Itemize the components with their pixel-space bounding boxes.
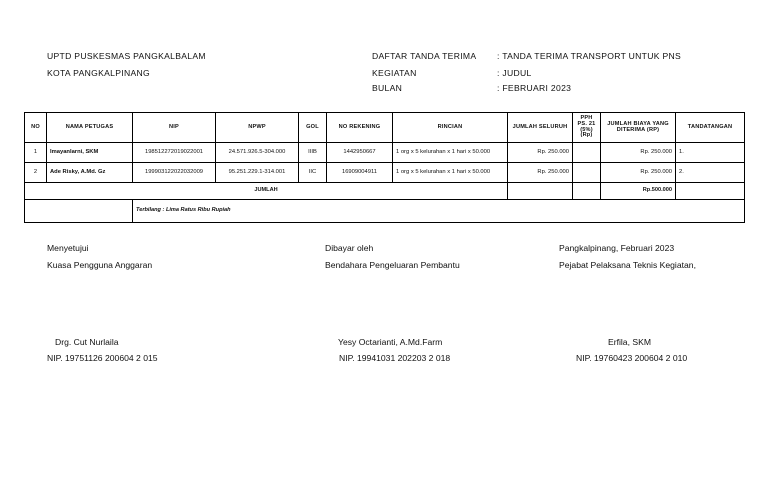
- sig-left-nip: NIP. 19751126 200604 2 015: [47, 353, 158, 363]
- cell-rekening: 1442950667: [327, 143, 393, 163]
- sig-middle-role: Bendahara Pengeluaran Pembantu: [325, 260, 460, 270]
- cell-nama: Imayanlarni, SKM: [47, 143, 133, 163]
- table-row: [25, 143, 745, 163]
- col-header-rincian: RINCIAN: [393, 113, 508, 143]
- sig-right-title: Pangkalpinang, Februari 2023: [559, 243, 675, 253]
- terbilang-text: Terbilang : Lima Ratus Ribu Rupiah: [133, 200, 745, 223]
- sig-left-title: Menyetujui: [47, 243, 89, 253]
- cell-npwp: 95.251.229.1-314.001: [216, 163, 299, 183]
- col-header-nip: NIP: [133, 113, 216, 143]
- cell-ttd: 1.: [676, 143, 745, 163]
- col-header-npwp: NPWP: [216, 113, 299, 143]
- cell-nama: Ade Risky, A.Md. Gz: [47, 163, 133, 183]
- sig-left-role: Kuasa Pengguna Anggaran: [47, 260, 153, 270]
- cell-rekening: 1690900491​1: [327, 163, 393, 183]
- cell-no: 1: [25, 143, 47, 163]
- table-row: [25, 163, 745, 183]
- cell-npwp: 24.571.926.5-304.000: [216, 143, 299, 163]
- cell-ttd: 2.: [676, 163, 745, 183]
- sig-middle-title: Dibayar oleh: [325, 243, 374, 253]
- sig-right-name: Erfila, SKM: [608, 337, 651, 347]
- cell-gol: IIIB: [299, 143, 327, 163]
- meta-label-daftar: DAFTAR TANDA TERIMA: [372, 51, 477, 61]
- table-header-row: [25, 113, 745, 143]
- cell-gol: IIC: [299, 163, 327, 183]
- col-header-diterima: JUMLAH BIAYA YANG DITERIMA (RP): [601, 113, 676, 143]
- total-label: JUMLAH: [25, 183, 508, 200]
- cell-nip: 199903122022032009: [133, 163, 216, 183]
- col-header-no: NO: [25, 113, 47, 143]
- sig-middle-name: Yesy Octarianti, A.Md.Farm: [338, 337, 443, 347]
- col-header-nama: NAMA PETUGAS: [47, 113, 133, 143]
- total-jumlah-empty: [508, 183, 573, 200]
- meta-label-kegiatan: KEGIATAN: [372, 68, 417, 78]
- total-row: [25, 183, 745, 200]
- org-city: KOTA PANGKALPINANG: [47, 68, 150, 78]
- cell-rincian: 1 org x 5 kelurahan x 1 hari x 50.000: [393, 163, 508, 183]
- org-name: UPTD PUSKESMAS PANGKALBALAM: [47, 51, 206, 61]
- col-header-jumlah: JUMLAH SELURUH: [508, 113, 573, 143]
- cell-rincian: 1 org x 5 kelurahan x 1 hari x 50.000: [393, 143, 508, 163]
- sig-right-role: Pejabat Pelaksana Teknis Kegiatan,: [559, 260, 696, 270]
- terbilang-spacer: [25, 200, 133, 223]
- cell-jumlah: Rp. 250.000: [508, 163, 573, 183]
- cell-diterima: Rp. 250.000: [601, 143, 676, 163]
- cell-nip: 198512272019022001: [133, 143, 216, 163]
- total-value: Rp.500.000: [601, 183, 676, 200]
- col-header-ttd: TANDATANGAN: [676, 113, 745, 143]
- meta-value-kegiatan: : JUDUL: [497, 68, 532, 78]
- terbilang-row: [25, 200, 745, 223]
- cell-jumlah: Rp. 250.000: [508, 143, 573, 163]
- meta-value-daftar: : TANDA TERIMA TRANSPORT UNTUK PNS: [497, 51, 682, 61]
- total-ttd-empty: [676, 183, 745, 200]
- receipt-table: [24, 112, 745, 223]
- cell-pph: [573, 163, 601, 183]
- sig-middle-nip: NIP. 19941031 202203 2 018: [339, 353, 451, 363]
- meta-value-bulan: : FEBRUARI 2023: [497, 83, 572, 93]
- cell-no: 2: [25, 163, 47, 183]
- sig-left-name: Drg. Cut Nurlaila: [55, 337, 119, 347]
- col-header-rekening: NO REKENING: [327, 113, 393, 143]
- meta-label-bulan: BULAN: [372, 83, 403, 93]
- cell-diterima: Rp. 250.000: [601, 163, 676, 183]
- cell-pph: [573, 143, 601, 163]
- sig-right-nip: NIP. 19760423 200604 2 010: [576, 353, 688, 363]
- col-header-gol: GOL: [299, 113, 327, 143]
- total-pph-empty: [573, 183, 601, 200]
- col-header-pph: PPH PS. 21 (5%) (Rp): [573, 113, 601, 143]
